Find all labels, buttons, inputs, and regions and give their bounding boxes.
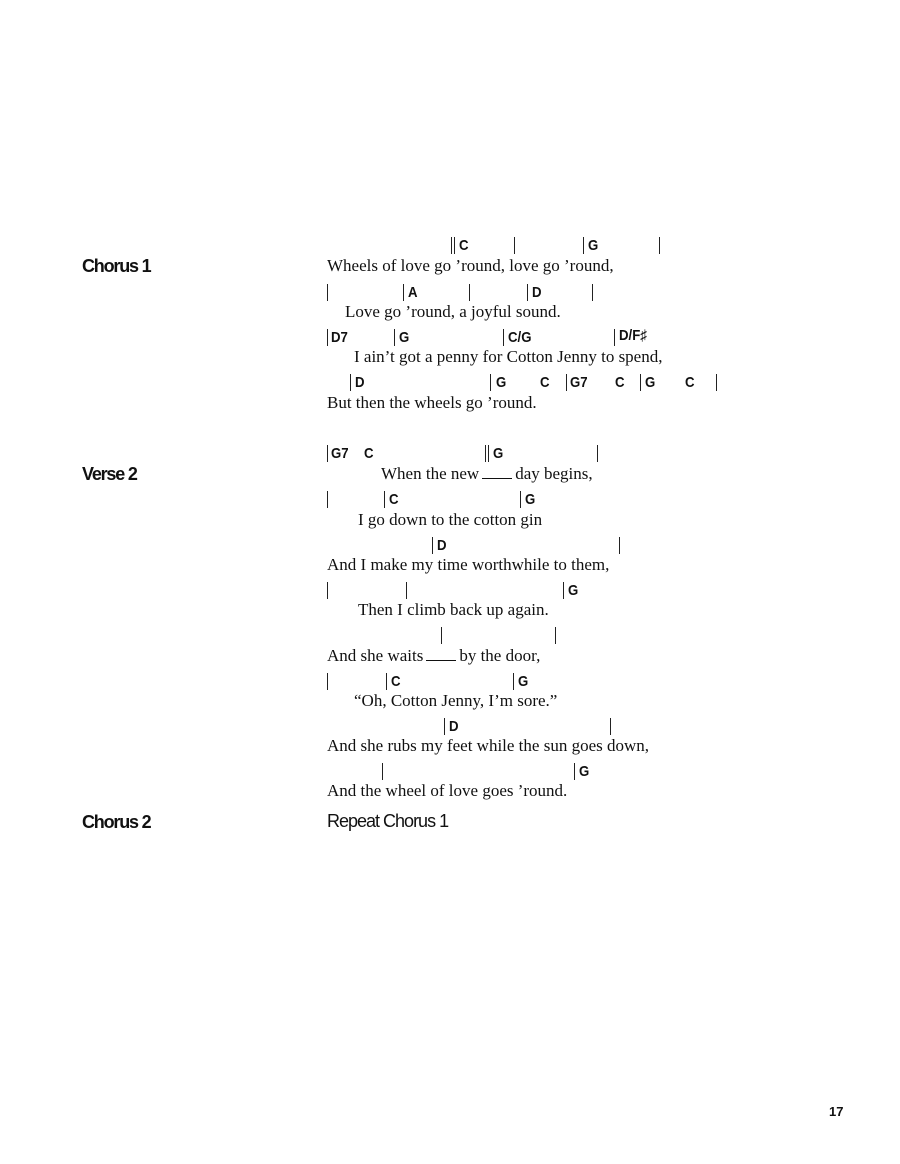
barline — [406, 582, 407, 599]
barline — [490, 374, 491, 391]
chord: G — [645, 374, 656, 391]
lyric-line: And she rubs my feet while the sun goes down, — [327, 736, 650, 755]
double-barline — [451, 237, 455, 254]
chord: D7 — [331, 329, 348, 346]
barline — [514, 237, 515, 254]
chord: C — [615, 374, 625, 391]
barline — [619, 537, 620, 554]
chord: D — [437, 537, 447, 554]
double-barline — [485, 445, 489, 462]
chord: G — [588, 237, 599, 254]
lyric-line: Love go ’round, a joyful sound. — [345, 302, 561, 321]
barline — [327, 582, 328, 599]
barline — [327, 491, 328, 508]
lyric-line: Wheels of love go ’round, love go ’round, — [327, 256, 614, 275]
barline — [327, 284, 328, 301]
lyric-line: And I make my time worthwhile to them, — [327, 555, 610, 574]
lyric-line: “Oh, Cotton Jenny, I’m sore.” — [354, 691, 558, 710]
lyric-line: And the wheel of love goes ’round. — [327, 781, 568, 800]
barline — [327, 673, 328, 690]
barline — [610, 718, 611, 735]
barline — [513, 673, 514, 690]
chord: G — [493, 445, 504, 462]
chord: G — [399, 329, 410, 346]
section-label-chorus-1: Chorus 1 — [82, 256, 151, 276]
lyric-line: I ain’t got a penny for Cotton Jenny to spend, — [354, 347, 663, 366]
barline — [566, 374, 567, 391]
lyric-line: But then the wheels go ’round. — [327, 393, 537, 412]
barline — [432, 537, 433, 554]
chord: G — [579, 763, 590, 780]
chord: C — [389, 491, 399, 508]
barline — [520, 491, 521, 508]
section-label-chorus-2: Chorus 2 — [82, 812, 151, 832]
barline — [444, 718, 445, 735]
barline — [350, 374, 351, 391]
chord: G7 — [331, 445, 349, 462]
chord: G — [518, 673, 529, 690]
chord: C — [391, 673, 401, 690]
chord: A — [408, 284, 418, 301]
barline — [327, 329, 328, 346]
lyric-fragment: by the door, — [459, 646, 541, 665]
barline — [597, 445, 598, 462]
lyric-fragment: And she waits — [327, 646, 424, 665]
barline — [441, 627, 442, 644]
chord: D/F♯ — [619, 327, 647, 344]
chord: G7 — [570, 374, 588, 391]
barline — [555, 627, 556, 644]
lyric-fragment: When the new — [381, 464, 480, 483]
barline — [583, 237, 584, 254]
barline — [527, 284, 528, 301]
lyric-fragment: day begins, — [515, 464, 593, 483]
lyric-line: Then I climb back up again. — [358, 600, 549, 619]
chord: C — [685, 374, 695, 391]
fill-in-blank — [426, 660, 456, 661]
barline — [659, 237, 660, 254]
chord: C — [364, 445, 374, 462]
lyric-line: I go down to the cotton gin — [358, 510, 543, 529]
barline — [384, 491, 385, 508]
barline — [503, 329, 504, 346]
barline — [386, 673, 387, 690]
chord: D — [355, 374, 365, 391]
chord: D — [532, 284, 542, 301]
chord: C — [459, 237, 469, 254]
page-number: 17 — [829, 1104, 844, 1119]
section-label-verse-2: Verse 2 — [82, 464, 137, 484]
barline — [563, 582, 564, 599]
barline — [327, 445, 328, 462]
barline — [716, 374, 717, 391]
lyric-line — [327, 646, 540, 666]
chord: G — [525, 491, 536, 508]
barline — [614, 329, 615, 346]
barline — [382, 763, 383, 780]
chord: C/G — [508, 329, 532, 346]
barline — [469, 284, 470, 301]
barline — [394, 329, 395, 346]
barline — [403, 284, 404, 301]
barline — [640, 374, 641, 391]
chord: C — [540, 374, 550, 391]
chord: G — [568, 582, 579, 599]
barline — [592, 284, 593, 301]
fill-in-blank — [482, 478, 512, 479]
barline — [574, 763, 575, 780]
lyric-line — [381, 464, 593, 484]
chord: G — [496, 374, 507, 391]
chord: D — [449, 718, 459, 735]
repeat-instruction: Repeat Chorus 1 — [327, 811, 449, 831]
